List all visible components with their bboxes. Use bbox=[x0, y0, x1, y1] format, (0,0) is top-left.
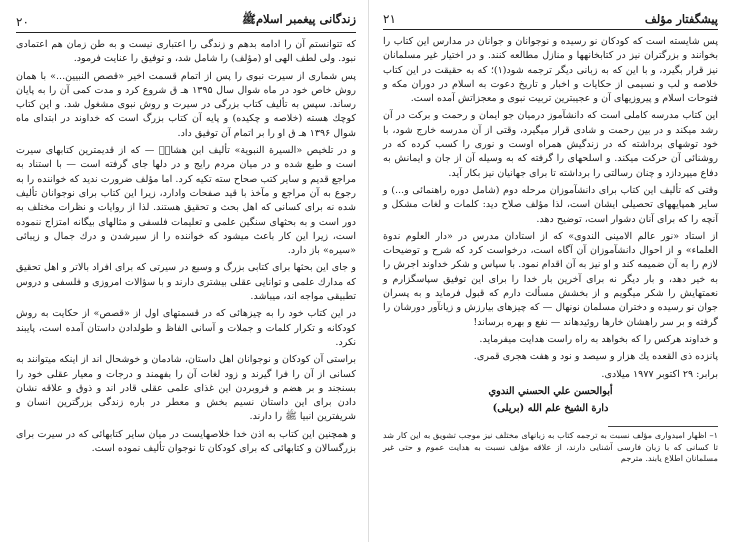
paragraph: از استاد «نور عالم الامینی الندوی» كه از استادان مدرس در «دار العلوم ندوة العلماء» و از احوال دانشآموزان آن آگاه است، درخواست كرد كه شرح و توضیحات لازم را به آن ضمیمه كند و او نیز به آن اقدام نمود. با سپاس و شكر خداوند اجرش را به خیر دهد، و بار دیگر نه برای آخرین بار خدا را برای این توفیق سپاسگزارم و نعمتهایش را شكر میگویم و از بخشش مسألت دارم كه قبول فرماید و به پسران جوان نو رسیده و دختران مسلمان نونهال — كه چیزهای بیارزش و زیانآور دورشان را گرفته و بر سر راهشان خارها روئیدهاند — نفع و بهره برساند! bbox=[383, 230, 718, 328]
author-location: دارة الشیخ علم الله (بریلی) bbox=[492, 402, 609, 414]
paragraph: برابر: ۲۹ اكتوبر ۱۹۷۷ میلادی. bbox=[601, 368, 718, 380]
page-body bbox=[16, 38, 356, 456]
paragraph: در این كتاب خود را به چیزهائی كه در قسمتهای اول از «قصص» از حكایت به روش كودكانه و تكرار كلمات و جملات و آسانی الفاظ و طولدادن داستان آمده است، پایبند نكرد. bbox=[16, 308, 356, 348]
page-number: ۲۱ bbox=[383, 12, 396, 26]
paragraph: پانزده ذی القعده یك هزار و سیصد و نود و هفت هجری قمری. bbox=[473, 351, 718, 363]
page-header bbox=[383, 12, 718, 30]
footnote-text: ۱– اظهار امیدواری مؤلف نسبت به ترجمه كتاب به زبانهای مختلف نیز موجب تشویق به این كار شد تا كسانی كه با زبان فارسی آشنایی دارند، از علاقه مؤلف نسبت به هدایت عموم و حتی غیر مسلمانان اطلاع یابند. مترجم bbox=[383, 429, 718, 464]
running-title: زندگانی پیغمبر اسلامﷺ bbox=[242, 12, 356, 26]
paragraph: وقتی كه تألیف این كتاب برای دانشآموزان مرحله دوم (شامل دوره راهنمائی و...) و سایر همپایههای تحصیلی ایشان است، لذا مؤلف صلاح دید: كلمات و لغات مشكل و آنچه را كه برای آنان دشوار است، توضیح دهد. bbox=[383, 184, 718, 225]
paragraph: پس شماری از سیرت نبوی را پس از اتمام قسمت اخیر «قصص النبیین...» با همان روش خاص خود در ماه شوال سال ۱۳۹۵ هـ ق شروع كرد و مدت كمی آن را به پایان رساند. سپس به تألیف كتاب بزرگی در سیرت و روش نبوی مشغول شد. و این كتاب كوچك هسته (خلاصه و چكیده) و پایه آن كتاب بزرگ است كه خداوند در ابتدای ماه شوال ۱۳۹۶ هـ ق او را بر اتمام آن توفیق داد. bbox=[16, 70, 356, 139]
right-page bbox=[368, 0, 736, 542]
author-signature: أبوالحسن علي الحسني الندوي bbox=[488, 385, 613, 397]
page-body bbox=[383, 35, 718, 465]
paragraph: این كتاب مدرسه كاملی است كه دانشآموز درمیان جو ایمان و رحمت و بركت در آن رشد میكند و در بین رحمت و شادی قرار میگیرد، وقتی از آن مدرسه خارج شود، با خود توشهای برداشته كه در زندگیش همراه اوست و نوری را كسب كرده كه در روشنائی آن حركت میكند. و اسلحهای را گرفته كه به وسیله آن از جان و ایمانش به دفاع میپردازد و چنان رسالتی را برداشته تا برای جهانیان نیز بكار آید. bbox=[383, 110, 718, 179]
paragraph: پس شایسته است كه كودكان نو رسیده و نوجوانان و جوانان در مدارس این كتاب را بخوانند و بزرگتران نیز در كتابخانهها و منازل مطالعه كنند. و در اختیار غیر مسلمانان نیز قرار بگیرد، و با این كه به زبانی دیگر ترجمه شود(۱)؛ كه به حقیقت در این كتاب خلاصه و لب و نسیمی از حكایات و اخبار و تاریخ دعوت به اسلام در دوران مكه و فتوحات اسلام و پیروزیهای آن و عجیبترین تربیت نبوی و معجزاتش آمده است. bbox=[383, 36, 718, 105]
paragraph: و خداوند هركس را كه بخواهد به راه راست هدایت میفرماید. bbox=[479, 333, 718, 345]
paragraph: و در تلخیص «السیرة النبویة» تألیف ابن هشامؒ — كه از قدیمترین كتابهای سیرت است و طبع شده و در میان مردم رایج و در دلها جای گرفته است — با استناد به مراجع قدیم و سایر كتب صحاح سته تكیه كرد. اما مؤلف ضرورت ندید كه خواننده را به رجوع به آن مراجع و مآخذ با قید صفحات وادارد، زیرا این كتاب برای نوجوانان تألیف شده نه برای كسانی كه اهل بحث و تحقیق هستند. لذا از روایات و نظرات مختلف به دور است و به بحثهای سنگین علمی و تعلیمات فلسفی و مثالهای بیگانه امتزاج ننموده است، زیرا این كار باعث میشود كه خواننده را از سیرشدن و درك جمال و زیبائی «سیره» باز دارد. bbox=[16, 145, 356, 257]
paragraph: و همچنین این كتاب به اذن خدا خلاصهایست در میان سایر كتابهائی كه در سیرت برای بزرگسالان و كتابهائی كه برای كودكان تا نوجوان تألیف نموده است. bbox=[16, 428, 356, 455]
page-number: ۲۰ bbox=[16, 15, 29, 29]
paragraph: و جای این بحثها برای كتابی بزرگ و وسیع در سیرتی كه برای افراد بالاتر و اهل تحقیق كه مدارك علمی و توانایی عقلی بیشتری دارند و با سؤالات امروزی و فلسفی و دروس تطبیقی مواجه اند، میباشد. bbox=[16, 262, 356, 303]
footnote-divider bbox=[608, 426, 718, 427]
footnote bbox=[383, 430, 718, 465]
paragraph: كه تتوانستم آن را ادامه بدهم و زندگی را اعتباری نیست و به طن زمان هم اعتمادی نبود. ولی لطف الهی او (مؤلف) را شامل شد، و توفیق را عنایت فرمود. bbox=[16, 39, 356, 65]
running-title: پیشگفتار مؤلف bbox=[644, 12, 718, 26]
page-header bbox=[16, 12, 356, 33]
paragraph: براستی آن كودكان و نوجوانان اهل داستان، شادمان و خوشحال اند از اینكه میتوانند به كسانی از آن را فرا گیرند و زود لغات آن را بفهمند و درجات و معیار عقلی خود را بسنجند و بر هضم و فروبردن این غذای علمی عقلی قادر اند و ذوق و علاقه نشان دادن برای این داستان نسیم بخش و معطر در باره زندگی بزرگترین انسان و شریفترین انبیا ﷺ را دارند. bbox=[16, 354, 356, 423]
